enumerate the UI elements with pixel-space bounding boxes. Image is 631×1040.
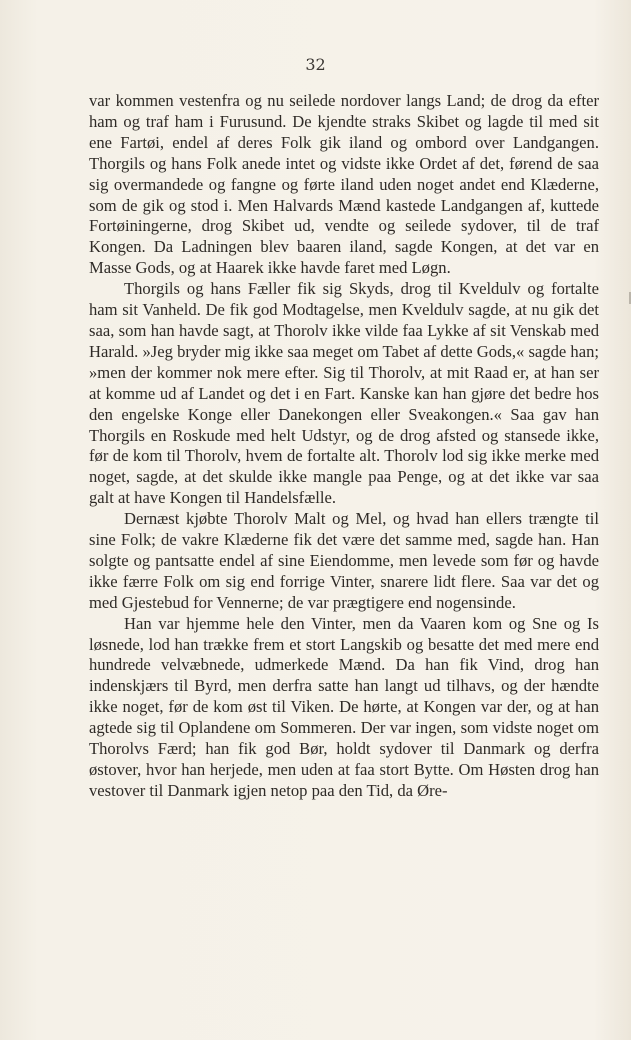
paragraph-2: Thorgils og hans Fæller fik sig Skyds, drog til Kveldulv og fortalte ham sit Vanheld. De fik god Modtagelse, men Kveldulv sagde, at nu gik det saa, som han havde sagt, at Thorolv ikke vilde faa Lykke af sit Venskab med Harald. »Jeg bryder mig ikke saa meget om Tabet af dette Gods,« sagde han; »men der kommer nok mere efter. Sig til Thorolv, at mit Raad er, at han ser at komme ud af Landet og det i en Fart. Kanske kan han gjøre det bedre hos den engelske Konge eller Danekongen eller Sveakongen.« Saa gav han Thorgils en Roskude med helt Udstyr, og de drog afsted og stansede ikke, før de kom til Thorolv, hvem de fortalte alt. Thorolv lod sig ikke merke med noget, sagde, at det skulde ikke mangle paa Penge, og at det ikke var saa galt at have Kongen til Handelsfælle. xyxy=(89,279,599,508)
paragraph-3: Dernæst kjøbte Thorolv Malt og Mel, og hvad han ellers trængte til sine Folk; de vakre Klæderne fik det være det samme med, sagde han. Han solgte og pantsatte endel af sine Eiendomme, men levede som før og havde ikke færre Folk om sig end forrige Vinter, snarere lidt flere. Saa var det og med Gjestebud for Vennerne; de var prægtigere end nogensinde. xyxy=(89,509,599,612)
paragraph-4: Han var hjemme hele den Vinter, men da Vaaren kom og Sne og Is løsnede, lod han trække frem et stort Langskib og besatte det med mere end hundrede velvæbnede, udmerkede Mænd. Da han fik Vind, drog han indenskjærs til Byrd, men derfra satte han langt ud tilhavs, og der hændte ikke noget, før de kom øst til Viken. De hørte, at Kongen var der, og at han agtede sig til Oplandene om Sommeren. Der var ingen, som vidste noget om Thorolvs Færd; han fik god Bør, holdt sydover til Danmark og derfra østover, hvor han herjede, men uden at faa stort Bytte. Om Høsten drog han vestover til Danmark igjen netop paa den Tid, da Øre- xyxy=(89,613,599,800)
body-text xyxy=(89,91,599,802)
page-number: 32 xyxy=(305,55,326,74)
paragraph-1: var kommen vestenfra og nu seilede nordover langs Land; de drog da efter ham og traf ham i Furusund. De kjendte straks Skibet og lagde til med sit ene Fartøi, endel af deres Folk gik iland og ombord over Landgangen. Thorgils og hans Folk anede intet og vidste ikke Ordet af det, førend de saa sig overmandede og fangne og førte iland uden noget andet end Klæderne, som de gik og stod i. Men Halvards Mænd kastede Landgangen af, kuttede Fortøiningerne, drog Skibet ud, vendte og seilede sydover, til de traf Kongen. Da Ladningen blev baaren iland, sagde Kongen, at det var en Masse Gods, og at Haarek ikke havde faret med Løgn. xyxy=(89,91,599,278)
